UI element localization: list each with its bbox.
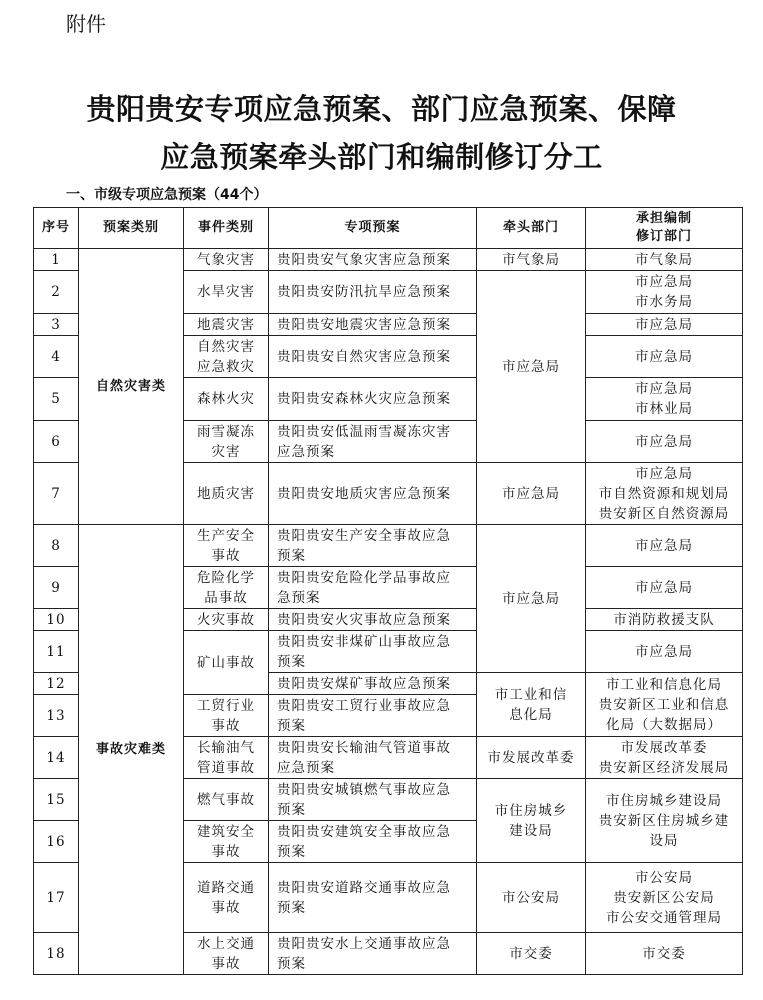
- event-type: [184, 314, 269, 336]
- row-no: 11: [34, 631, 79, 673]
- row-no: 10: [34, 609, 79, 631]
- lead-department: [477, 673, 586, 737]
- table-row: [34, 525, 743, 567]
- header-event-type: 事件类别: [184, 208, 269, 249]
- row-no: 6: [34, 421, 79, 463]
- drafting-department: [586, 673, 743, 737]
- drafter-line: 市发展改革委: [620, 739, 708, 756]
- drafter-line: 贵安新区公安局: [613, 889, 715, 906]
- event-line: 工贸行业: [197, 697, 255, 714]
- drafter-line: 贵安新区经济发展局: [598, 759, 730, 776]
- event-line: 生产安全: [197, 527, 255, 544]
- plan-name: [269, 933, 477, 975]
- drafting-department: [586, 336, 743, 378]
- event-type: [184, 463, 269, 525]
- event-line: 事故: [211, 717, 241, 734]
- drafting-department: [586, 314, 743, 336]
- drafting-department: [586, 378, 743, 421]
- event-line: 水旱灾害: [197, 284, 255, 300]
- drafting-department: [586, 249, 743, 271]
- drafter-line: 市应急局: [635, 465, 693, 482]
- row-no: 14: [34, 737, 79, 779]
- header-plan: 专项预案: [269, 208, 477, 249]
- row-no: 3: [34, 314, 79, 336]
- drafting-department: [586, 863, 743, 933]
- plan-line: 贵阳贵安森林火灾应急预案: [277, 391, 451, 407]
- event-line: 危险化学: [197, 569, 255, 586]
- lead-line: 市工业和信: [494, 686, 568, 703]
- lead-line: 建设局: [509, 822, 553, 839]
- plan-line: 贵阳贵安生产安全事故应急: [277, 527, 451, 544]
- plan-name: [269, 695, 477, 737]
- drafter-line: 市应急局: [635, 316, 693, 333]
- row-no: 1: [34, 249, 79, 271]
- lead-department: [477, 779, 586, 863]
- lead-line: 息化局: [509, 706, 553, 723]
- table-header-row: [34, 208, 743, 249]
- drafting-department: [586, 779, 743, 863]
- section-heading: 一、市级专项应急预案（44个）: [66, 187, 268, 203]
- plan-type-accident: 事故灾难类: [79, 525, 184, 975]
- event-type: [184, 695, 269, 737]
- plan-line: 预案: [277, 547, 306, 564]
- event-line: 地质灾害: [197, 485, 255, 502]
- drafter-line: 市公安局: [635, 869, 693, 886]
- event-line: 管道事故: [197, 759, 255, 776]
- event-line: 事故: [211, 547, 241, 564]
- row-no: 17: [34, 863, 79, 933]
- plan-name: [269, 271, 477, 314]
- document-title-line-2: 应急预案牵头部门和编制修订分工: [160, 140, 603, 174]
- event-type: [184, 249, 269, 271]
- event-line: 品事故: [204, 589, 248, 606]
- plan-line: 应急预案: [277, 759, 335, 776]
- row-no: 4: [34, 336, 79, 378]
- drafter-line: 市应急局: [635, 579, 693, 596]
- plan-line: 贵阳贵安长输油气管道事故: [277, 739, 451, 756]
- drafter-line: 贵安新区自然资源局: [598, 505, 730, 522]
- event-line: 森林火灾: [197, 391, 255, 407]
- plan-line: 预案: [277, 899, 306, 916]
- plan-line: 贵阳贵安危险化学品事故应: [277, 569, 451, 586]
- plan-line: 贵阳贵安火灾事故应急预案: [277, 611, 451, 628]
- plan-name: [269, 336, 477, 378]
- event-line: 建筑安全: [197, 823, 255, 840]
- drafter-line: 贵安新区工业和信息: [598, 696, 730, 713]
- plan-line: 贵阳贵安非煤矿山事故应急: [277, 633, 451, 650]
- drafter-line: 市应急局: [635, 643, 693, 660]
- plan-line: 预案: [277, 843, 306, 860]
- drafter-line: 市公安交通管理局: [606, 909, 722, 926]
- drafting-department: [586, 609, 743, 631]
- event-type: [184, 821, 269, 863]
- event-line: 地震灾害: [197, 316, 255, 333]
- event-line: 事故: [211, 843, 241, 860]
- plan-name: [269, 314, 477, 336]
- row-no: 12: [34, 673, 79, 695]
- header-drafting-department: [586, 208, 743, 249]
- row-no: 16: [34, 821, 79, 863]
- plan-line: 贵阳贵安防汛抗旱应急预案: [277, 284, 451, 300]
- drafter-line: 市交委: [642, 945, 686, 962]
- plan-name: [269, 525, 477, 567]
- drafter-line: 市水务局: [635, 294, 693, 310]
- event-type: [184, 567, 269, 609]
- row-no: 9: [34, 567, 79, 609]
- event-line: 道路交通: [197, 879, 255, 896]
- header-no: 序号: [34, 208, 79, 249]
- event-type: [184, 631, 269, 695]
- event-line: 气象灾害: [197, 251, 255, 268]
- lead-line: 市住房城乡: [494, 802, 568, 819]
- row-no: 5: [34, 378, 79, 421]
- lead-department: 市应急局: [477, 525, 586, 673]
- plan-line: 贵阳贵安煤矿事故应急预案: [277, 675, 451, 692]
- drafting-department: [586, 933, 743, 975]
- plan-line: 贵阳贵安地质灾害应急预案: [277, 485, 451, 502]
- plan-line: 急预案: [277, 589, 321, 606]
- drafting-department: [586, 271, 743, 314]
- plan-name: [269, 737, 477, 779]
- attachment-label: 附件: [66, 12, 106, 36]
- event-type: [184, 421, 269, 463]
- drafter-line: 市应急局: [635, 433, 693, 450]
- plan-name: [269, 821, 477, 863]
- plan-name: [269, 378, 477, 421]
- event-line: 自然灾害: [197, 338, 255, 355]
- document-title-line-1: 贵阳贵安专项应急预案、部门应急预案、保障: [86, 92, 677, 126]
- plan-name: [269, 463, 477, 525]
- drafting-department: [586, 737, 743, 779]
- plan-name: [269, 249, 477, 271]
- header-drafting-line: 承担编制: [635, 211, 692, 226]
- event-type: [184, 737, 269, 779]
- lead-department: 市应急局: [477, 271, 586, 463]
- plan-line: 预案: [277, 717, 306, 734]
- plan-name: [269, 631, 477, 673]
- plan-line: 贵阳贵安低温雨雪凝冻灾害: [277, 423, 451, 440]
- row-no: 2: [34, 271, 79, 314]
- drafter-line: 贵安新区住房城乡建: [598, 812, 730, 829]
- event-line: 灾害: [211, 443, 241, 460]
- lead-department: 市交委: [477, 933, 586, 975]
- plan-line: 贵阳贵安建筑安全事故应急: [277, 823, 451, 840]
- row-no: 8: [34, 525, 79, 567]
- drafter-line: 市气象局: [635, 251, 693, 268]
- header-lead-department: 牵头部门: [477, 208, 586, 249]
- plan-line: 贵阳贵安工贸行业事故应急: [277, 697, 451, 714]
- plan-name: [269, 421, 477, 463]
- drafting-department: [586, 525, 743, 567]
- event-type: [184, 933, 269, 975]
- plan-line: 预案: [277, 653, 306, 670]
- drafter-line: 市自然资源和规划局: [598, 485, 730, 502]
- drafting-department: [586, 631, 743, 673]
- drafting-department: [586, 463, 743, 525]
- plan-line: 贵阳贵安道路交通事故应急: [277, 879, 451, 896]
- event-line: 事故: [211, 955, 241, 972]
- drafter-line: 市工业和信息化局: [606, 676, 722, 693]
- plan-line: 贵阳贵安水上交通事故应急: [277, 935, 451, 952]
- header-drafting-line: 修订部门: [635, 229, 692, 244]
- plan-line: 贵阳贵安地震灾害应急预案: [277, 316, 451, 333]
- drafter-line: 化局（大数据局）: [606, 716, 722, 733]
- drafter-line: 设局: [649, 832, 679, 849]
- plan-line: 贵阳贵安城镇燃气事故应急: [277, 781, 451, 798]
- drafting-department: [586, 567, 743, 609]
- plan-table: [33, 207, 743, 975]
- drafter-line: 市消防救援支队: [613, 611, 715, 628]
- drafter-line: 市住房城乡建设局: [606, 792, 722, 809]
- drafter-line: 市应急局: [635, 348, 693, 365]
- event-line: 矿山事故: [197, 654, 255, 671]
- event-type: [184, 863, 269, 933]
- row-no: 7: [34, 463, 79, 525]
- plan-type-natural: 自然灾害类: [79, 249, 184, 525]
- header-plan-type: 预案类别: [79, 208, 184, 249]
- plan-line: 应急预案: [277, 443, 335, 460]
- event-line: 雨雪凝冻: [197, 423, 255, 440]
- drafter-line: 市林业局: [635, 401, 693, 417]
- event-line: 水上交通: [197, 935, 255, 952]
- drafter-line: 市应急局: [635, 381, 693, 397]
- event-line: 火灾事故: [197, 611, 255, 628]
- event-line: 长输油气: [197, 739, 255, 756]
- lead-department: 市公安局: [477, 863, 586, 933]
- table-row: [34, 249, 743, 271]
- lead-department: 市应急局: [477, 463, 586, 525]
- plan-name: [269, 609, 477, 631]
- row-no: 18: [34, 933, 79, 975]
- lead-department: 市气象局: [477, 249, 586, 271]
- plan-line: 贵阳贵安气象灾害应急预案: [277, 251, 451, 268]
- event-type: [184, 525, 269, 567]
- row-no: 13: [34, 695, 79, 737]
- plan-name: [269, 673, 477, 695]
- event-line: 事故: [211, 899, 241, 916]
- event-line: 燃气事故: [197, 791, 255, 808]
- event-type: [184, 378, 269, 421]
- plan-name: [269, 779, 477, 821]
- plan-line: 预案: [277, 955, 306, 972]
- event-type: [184, 779, 269, 821]
- drafter-line: 市应急局: [635, 274, 693, 290]
- plan-line: 贵阳贵安自然灾害应急预案: [277, 348, 451, 365]
- plan-name: [269, 863, 477, 933]
- drafting-department: [586, 421, 743, 463]
- event-line: 应急救灾: [197, 358, 255, 375]
- row-no: 15: [34, 779, 79, 821]
- lead-department: 市发展改革委: [477, 737, 586, 779]
- plan-line: 预案: [277, 801, 306, 818]
- event-type: [184, 609, 269, 631]
- drafter-line: 市应急局: [635, 537, 693, 554]
- plan-name: [269, 567, 477, 609]
- event-type: [184, 271, 269, 314]
- event-type: [184, 336, 269, 378]
